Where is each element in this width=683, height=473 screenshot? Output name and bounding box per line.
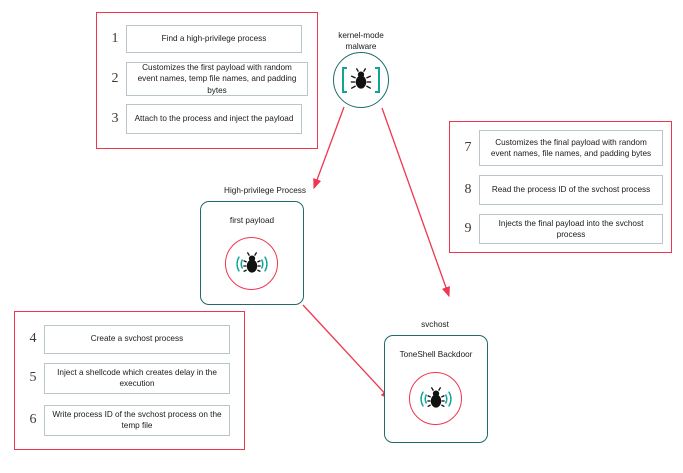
step-text-box[interactable]: Attach to the process and inject the payload — [126, 104, 302, 134]
step-row[interactable] — [22, 322, 238, 356]
step-text-box[interactable]: Find a high-privilege process — [126, 25, 302, 53]
step-row[interactable] — [22, 360, 238, 396]
bug-brackets-icon — [334, 53, 388, 107]
kernel-malware-node[interactable] — [333, 52, 389, 108]
step-number: 4 — [29, 331, 37, 346]
step-number: 3 — [111, 111, 119, 126]
high-priv-process-label: High-privilege Process — [224, 186, 306, 195]
step-text-box[interactable]: Injects the final payload into the svchost process — [479, 214, 663, 244]
step-row[interactable] — [457, 128, 667, 168]
step-row[interactable] — [104, 60, 312, 98]
kernel-malware-label-line1: kernel-mode — [338, 31, 384, 40]
arrow-malware-to-svchost — [382, 108, 449, 296]
step-text-box[interactable]: Customizes the final payload with random event names, file names, and padding bytes — [479, 130, 663, 166]
step-number: 5 — [29, 370, 37, 385]
step-row[interactable] — [104, 101, 312, 137]
arrow-malware-to-highpriv — [314, 107, 344, 188]
kernel-malware-label-line2: malware — [345, 42, 377, 51]
step-row[interactable] — [457, 212, 667, 246]
step-number: 2 — [111, 71, 119, 86]
step-number: 7 — [464, 140, 472, 155]
step-text-box[interactable]: Create a svchost process — [44, 325, 230, 354]
step-row[interactable] — [104, 22, 312, 56]
step-text-box[interactable]: Read the process ID of the svchost process — [479, 175, 663, 205]
step-number: 8 — [464, 182, 472, 197]
step-number: 1 — [111, 31, 119, 46]
step-number: 6 — [29, 412, 37, 427]
toneshell-backdoor-label: ToneShell Backdoor — [399, 350, 473, 359]
step-text-box[interactable]: Write process ID of the svchost process on the temp file — [44, 405, 230, 436]
arrow-highpriv-to-svchost — [303, 305, 390, 399]
step-row[interactable] — [457, 173, 667, 207]
svchost-label: svchost — [421, 320, 449, 329]
bug-signal-icon — [409, 372, 462, 425]
step-text-box[interactable]: Inject a shellcode which creates delay in the execution — [44, 363, 230, 394]
step-text-box[interactable]: Customizes the first payload with random event names, temp file names, and padding bytes — [126, 62, 308, 96]
bug-signal-icon — [225, 237, 278, 290]
step-number: 9 — [464, 221, 472, 236]
first-payload-label: first payload — [229, 216, 275, 225]
step-row[interactable] — [22, 402, 238, 438]
